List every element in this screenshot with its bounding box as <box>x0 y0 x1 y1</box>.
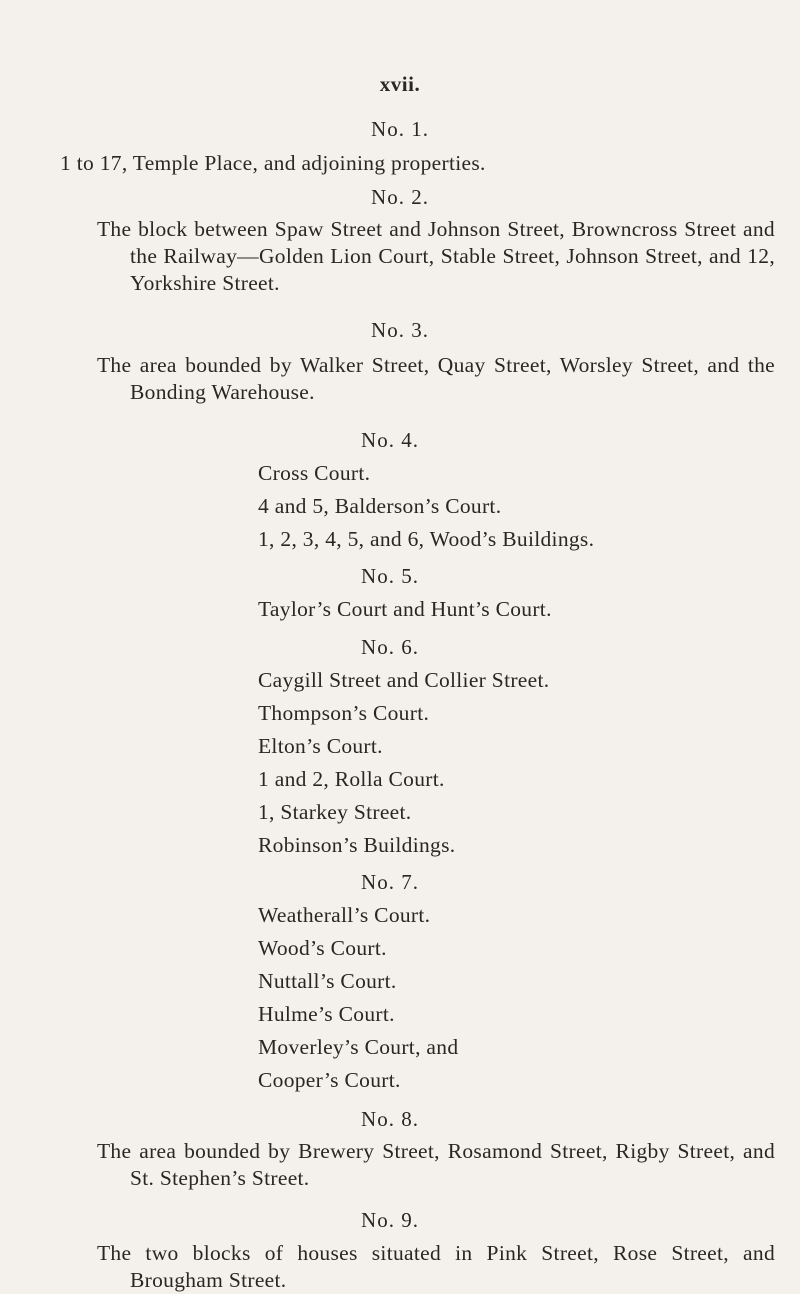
section-heading: No. 2. <box>371 185 429 209</box>
section-heading: No. 1. <box>371 117 429 141</box>
section-heading: No. 7. <box>361 870 419 894</box>
list-item: Hulme’s Court. <box>258 1002 395 1026</box>
list-item: Wood’s Court. <box>258 936 387 960</box>
list-item: 1, Starkey Street. <box>258 800 412 824</box>
list-item: Moverley’s Court, and <box>258 1035 459 1059</box>
list-item: 1, 2, 3, 4, 5, and 6, Wood’s Buildings. <box>258 527 595 551</box>
section-paragraph: The area bounded by Brewery Street, Rosamond Street, Rigby Street, and St. Stephen’s Street. <box>97 1139 775 1190</box>
section-heading: No. 9. <box>361 1208 419 1232</box>
list-item: Thompson’s Court. <box>258 701 430 725</box>
list-item: Robinson’s Buildings. <box>258 833 456 857</box>
list-item: Weatherall’s Court. <box>258 903 431 927</box>
section-heading: No. 3. <box>371 318 429 342</box>
list-item: 4 and 5, Balderson’s Court. <box>258 494 502 518</box>
section-heading: No. 5. <box>361 564 419 588</box>
section-paragraph: The area bounded by Walker Street, Quay Street, Worsley Street, and the Bonding Warehouse. <box>97 353 775 404</box>
list-item: Cross Court. <box>258 461 371 485</box>
section-heading: No. 4. <box>361 428 419 452</box>
section-line: 1 to 17, Temple Place, and adjoining properties. <box>60 151 486 175</box>
section-heading: No. 8. <box>361 1107 419 1131</box>
list-item: Cooper’s Court. <box>258 1068 401 1092</box>
page-number: xvii. <box>379 72 421 96</box>
list-item: Taylor’s Court and Hunt’s Court. <box>258 597 552 621</box>
section-paragraph: The block between Spaw Street and Johnson Street, Browncross Street and the Railway—Golden Lion Court, Stable Street, Johnson Street, and 12, Yorkshire Street. <box>97 217 775 295</box>
list-item: Nuttall’s Court. <box>258 969 397 993</box>
section-paragraph: The two blocks of houses situated in Pink Street, Rose Street, and Brougham Street. <box>97 1241 775 1292</box>
list-item: Caygill Street and Collier Street. <box>258 668 550 692</box>
list-item: 1 and 2, Rolla Court. <box>258 767 445 791</box>
section-heading: No. 6. <box>361 635 419 659</box>
list-item: Elton’s Court. <box>258 734 383 758</box>
